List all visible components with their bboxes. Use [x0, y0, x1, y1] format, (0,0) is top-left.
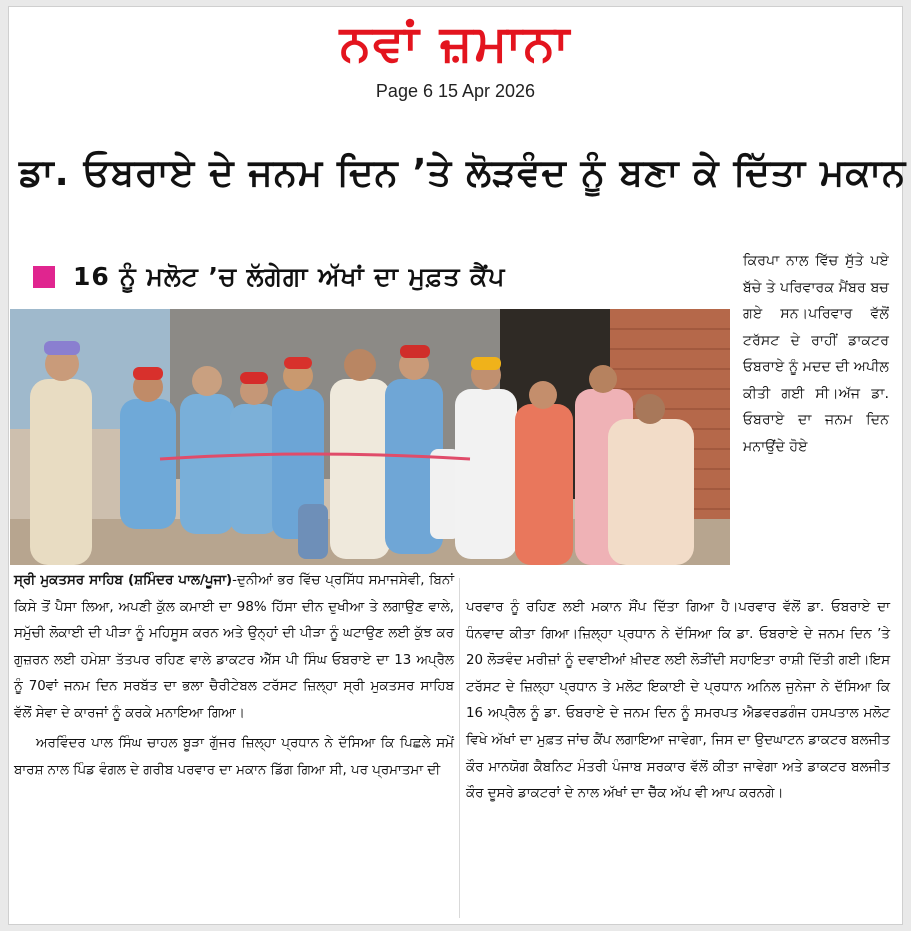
side-column-text: ਕਿਰਪਾ ਨਾਲ ਵਿੱਚ ਸੁੱਤੇ ਪਏ ਬੱਚੇ ਤੇ ਪਰਿਵਾਰਕ ਮੈਂਬਰ ਬਚ ਗਏ ਸਨ।ਪਰਿਵਾਰ ਵੱਲੋਂ ਟਰੱਸਟ ਦੇ ਰਾਹੀਂ ਡਾਕਟਰ ਓਬਰਾਏ ਨੂੰ ਮਦਦ ਦੀ ਅਪੀਲ ਕੀਤੀ ਗਈ ਸੀ।ਅੱਜ ਡਾ. ਓਬਰਾਏ ਦਾ ਜਨਮ ਦਿਨ ਮਨਾਉਂਦੇ ਹੋਏ — [743, 253, 889, 455]
dateline: ਸ੍ਰੀ ਮੁਕਤਸਰ ਸਾਹਿਬ (ਸ਼ਮਿੰਦਰ ਪਾਲ/ਪੂਜਾ) — [14, 573, 233, 588]
article-body-left — [14, 568, 454, 788]
news-photo — [10, 309, 730, 565]
article-paragraph-2: ਅਰਵਿੰਦਰ ਪਾਲ ਸਿੰਘ ਚਾਹਲ ਬੂੜਾ ਗੁੱਜਰ ਜ਼ਿਲ੍ਹਾ ਪ੍ਰਧਾਨ ਨੇ ਦੱਸਿਆ ਕਿ ਪਿਛਲੇ ਸਮੇਂ ਬਾਰਸ਼ ਨਾਲ ਪਿੰਡ ਵੰਗਲ ਦੇ ਗਰੀਬ ਪਰਵਾਰ ਦਾ ਮਕਾਨ ਡਿੱਗ ਗਿਆ ਸੀ, ਪਰ ਪ੍ਰਮਾਤਮਾ ਦੀ — [14, 736, 454, 778]
headline: ਡਾ. ਓਬਰਾਏ ਦੇ ਜਨਮ ਦਿਨ ’ਤੇ ਲੋੜਵੰਦ ਨੂੰ ਬਣਾ ਕੇ ਦਿੱਤਾ ਮਕਾਨ — [19, 151, 907, 194]
article-paragraph-1 — [14, 568, 454, 727]
article-body-right: ਪਰਵਾਰ ਨੂੰ ਰਹਿਣ ਲਈ ਮਕਾਨ ਸੌਂਪ ਦਿੱਤਾ ਗਿਆ ਹੈ।ਪਰਵਾਰ ਵੱਲੋਂ ਡਾ. ਓਬਰਾਏ ਦਾ ਧੰਨਵਾਦ ਕੀਤਾ ਗਿਆ।ਜ਼ਿਲ੍ਹਾ ਪ੍ਰਧਾਨ ਨੇ ਦੱਸਿਆ ਕਿ ਡਾ. ਓਬਰਾਏ ਦੇ ਜਨਮ ਦਿਨ ’ਤੇ 20 ਲੋੜਵੰਦ ਮਰੀਜ਼ਾਂ ਨੂੰ ਦਵਾਈਆਂ ਖ਼ੀਦਣ ਲਈ ਲੋੜੀਂਦੀ ਸਹਾਇਤਾ ਰਾਸ਼ੀ ਦਿੱਤੀ ਗਈ।ਇਸ ਟਰੱਸਟ ਦੇ ਜ਼ਿਲ੍ਹਾ ਪ੍ਰਧਾਨ ਤੇ ਮਲੋਟ ਇਕਾਈ ਦੇ ਪ੍ਰਧਾਨ ਅਨਿਲ ਜੁਨੇਜਾ ਨੇ ਦੱਸਿਆ ਕਿ 16 ਅਪ੍ਰੈਲ ਨੂੰ ਡਾ. ਓਬਰਾਏ ਦੇ ਜਨਮ ਦਿਨ ਨੂੰ ਸਮਰਪਤ ਐਡਵਰਡਗੰਜ ਹਸਪਤਾਲ ਮਲੋਟ ਵਿਖੇ ਅੱਖਾਂ ਦਾ ਮੁਫ਼ਤ ਜਾਂਚ ਕੈਂਪ ਲਗਾਇਆ ਜਾਵੇਗਾ, ਜਿਸ ਦਾ ਉਦਘਾਟਨ ਡਾਕਟਰ ਬਲਜੀਤ ਕੌਰ ਮਾਨਯੋਗ ਕੈਬਨਿਟ ਮੰਤਰੀ ਪੰਜਾਬ ਸਰਕਾਰ ਵੱਲੋਂ ਕੀਤਾ ਜਾਵੇਗਾ ਅਤੇ ਡਾਕਟਰ ਬਲਜੀਤ ਕੌਰ ਦੂਸਰੇ ਡਾਕਟਰਾਂ ਦੇ ਨਾਲ ਅੱਖਾਂ ਦਾ ਚੈੱਕ ਅੱਪ ਵੀ ਆਪ ਕਰਨਗੇ। — [466, 600, 890, 802]
subheadline-text: 16 ਨੂੰ ਮਲੋਟ ’ਚ ਲੱਗੇਗਾ ਅੱਖਾਂ ਦਾ ਮੁਫ਼ਤ ਕੈਂਪ — [73, 262, 506, 291]
square-bullet-icon — [33, 266, 55, 288]
paragraph-1-text: -ਦੁਨੀਆਂ ਭਰ ਵਿੱਚ ਪ੍ਰਸਿੱਧ ਸਮਾਜਸੇਵੀ, ਬਿਨਾਂ ਕਿਸੇ ਤੋਂ ਪੈਸਾ ਲਿਆ, ਅਪਣੀ ਕੁੱਲ ਕਮਾਈ ਦਾ 98% ਹਿੱਸਾ ਦੀਨ ਦੁਖੀਆ ਤੇ ਲਗਾਉਣ ਵਾਲੇ, ਸਮੁੱਚੀ ਲੋਕਾਈ ਦੀ ਪੀੜਾ ਨੂੰ ਮਹਿਸੂਸ ਕਰਨ ਅਤੇ ਉਨ੍ਹਾਂ ਦੀ ਪੀੜਾ ਨੂੰ ਘਟਾਉਣ ਲਈ ਕੁੱਝ ਕਰ ਗੁਜ਼ਰਨ ਲਈ ਹਮੇਸ਼ਾ ਤੱਤਪਰ ਰਹਿਣ ਵਾਲੇ ਡਾਕਟਰ ਐੱਸ ਪੀ ਸਿੰਘ ਓਬਰਾਏ ਦਾ 13 ਅਪ੍ਰੈਲ ਨੂੰ 70ਵਾਂ ਜਨਮ ਦਿਨ ਸਰਬੱਤ ਦਾ ਭਲਾ ਚੈਰੀਟੇਬਲ ਟਰੱਸਟ ਜ਼ਿਲ੍ਹਾ ਸ੍ਰੀ ਮੁਕਤਸਰ ਸਾਹਿਬ ਵੱਲੋਂ ਸੇਵਾ ਦੇ ਕਾਰਜਾਂ ਨੂੰ ਕਰਕੇ ਮਨਾਇਆ ਗਿਆ। — [14, 573, 454, 721]
column-divider — [459, 578, 460, 918]
masthead-logo: ਨਵਾਂ ਜ਼ਮਾਨਾ — [339, 14, 572, 72]
subheadline — [23, 255, 743, 299]
page-info: Page 6 15 Apr 2026 — [375, 81, 536, 101]
